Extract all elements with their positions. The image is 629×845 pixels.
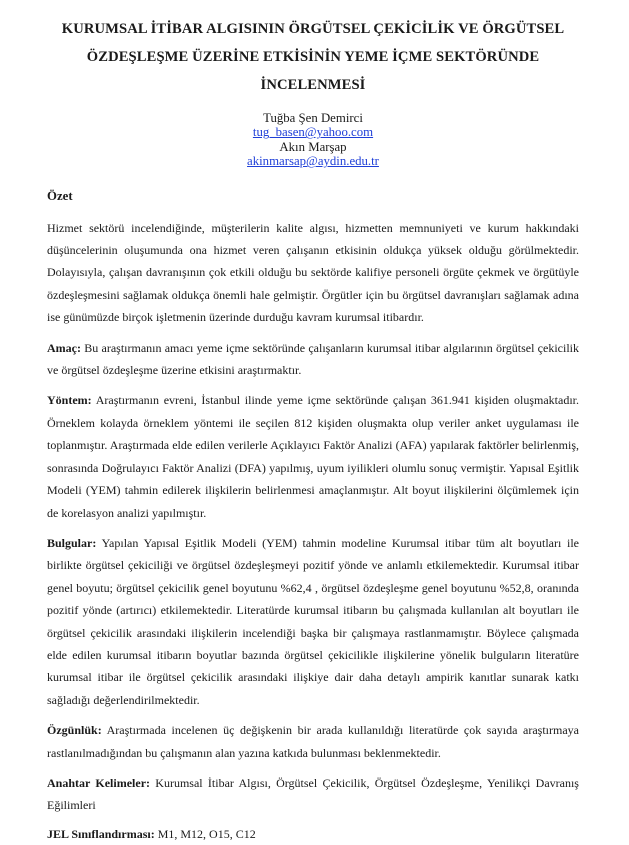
author-email-link[interactable]: akinmarsap@aydin.edu.tr bbox=[247, 154, 379, 169]
findings-text: Yapılan Yapısal Eşitlik Modeli (YEM) tahmin modeline Kurumsal itibar tüm alt boyutları ile birlikte örgütsel çekiciliği ve örgütsel özdeşleşmeyi pozitif yönde ve anlamlı etkilemektedir. Kurumsal itibar genel boyutu; örgütsel çekicilik genel boyutunu %62,4 , örgütsel özdeşleşme genel boyutunu %52,8, oranında pozitif yönde (artırıcı) etkilemektedir. Literatürde kurumsal itibarın bu çalışmada kullanılan alt boyutları ile örgütsel çekicilik arasındaki ilişkilerin incelendiği başka bir çalışmaya rastlanmamıştır. Böylece çalışmada elde edilen kurumsal itibarın boyutlar bazında örgütsel çekicilikle ilişkilerine yönelik bulguların literatüre kurumsal itibar ile örgütsel çekicilik arasındaki ilişkiye dair daha detaylı ampirik kanıtlar sunarak katkı sağladığı değerlendirilmektedir. bbox=[47, 535, 579, 707]
jel-label: JEL Sınıflandırması: bbox=[47, 826, 155, 841]
aim-text: Bu araştırmanın amacı yeme içme sektöründe çalışanların kurumsal itibar algılarının örgütsel çekicilik ve örgütsel özdeşleşme üzerine etkisini araştırmaktır. bbox=[47, 340, 579, 378]
title-line-2: ÖZDEŞLEŞME ÜZERİNE ETKİSİNİN YEME İÇME SEKTÖRÜNDE bbox=[86, 49, 540, 65]
originality-text: Araştırmada incelenen üç değişkenin bir arada kullanıldığı literatürde çok sayıda araştırmaya rastlanılmadığından bu çalışmanın alan yazına katkıda bulunması beklenmektedir. bbox=[47, 723, 579, 760]
findings-label: Bulgular: bbox=[47, 535, 97, 550]
author-block bbox=[47, 111, 579, 169]
author-name: Tuğba Şen Demirci bbox=[263, 111, 363, 125]
method-label: Yöntem: bbox=[47, 393, 92, 408]
aim-label: Amaç: bbox=[47, 340, 81, 355]
originality-paragraph bbox=[47, 719, 579, 764]
author-name: Akın Marşap bbox=[279, 139, 347, 154]
title-line-3: İNCELENMESİ bbox=[260, 77, 366, 93]
paper-title bbox=[47, 15, 579, 99]
paper-page bbox=[47, 0, 579, 845]
method-paragraph bbox=[47, 389, 579, 523]
aim-paragraph bbox=[47, 337, 579, 382]
jel-text: M1, M12, O15, C12 bbox=[154, 826, 256, 841]
originality-label: Özgünlük: bbox=[47, 723, 102, 738]
title-line-1: KURUMSAL İTİBAR ALGISININ ÖRGÜTSEL ÇEKİCİLİK VE ÖRGÜTSEL bbox=[61, 21, 565, 37]
findings-paragraph bbox=[47, 532, 579, 711]
jel-paragraph bbox=[47, 823, 579, 845]
abstract-intro-paragraph: Hizmet sektörü incelendiğinde, müşterilerin kalite algısı, hizmetten memnuniyeti ve kurum hakkındaki düşüncelerinin oluşumunda ona hizmet veren çalışanın etkisinin oldukça yüksek olduğu görülmektedir. Dolayısıyla, çalışan davranışının çok etkili olduğu bu sektörde kalifiye personeli örgüte çekmek ve örgütüyle özdeşleşmesini sağlamak oldukça önemli hale gelmiştir. Örgütler için bu örgütsel davranışları sağlamak adına ise günümüzde birçok işletmenin üzerinde durduğu kavram kurumsal itibardır. bbox=[47, 220, 579, 325]
author-email-link[interactable]: tug_basen@yahoo.com bbox=[252, 125, 374, 140]
abstract-heading: Özet bbox=[47, 188, 73, 203]
method-text: Araştırmanın evreni, İstanbul ilinde yeme içme sektöründe çalışan 361.941 kişiden oluşmaktadır. Örneklem kolayda örneklem yöntemi ile seçilen 812 kişiden oluşmakta olup veriler anket uygulaması ile toplanmıştır. Araştırmada elde edilen verilerle Açıklayıcı Faktör Analizi (AFA) yapılarak faktörler belirlenmiş, sonrasında Doğrulayıcı Faktör Analizi (DFA) yapılmış, uyum iyilikleri olumlu sonuç vermiştir. Yapısal Eşitlik Modeli (YEM) tahmin edilerek ilişkilerin belirlenmesi amaçlanmıştır. Alt boyut ilişkilerini ölçümlemek için de korelasyon analizi yapılmıştır. bbox=[47, 393, 579, 520]
keywords-paragraph bbox=[47, 772, 579, 817]
keywords-text: Kurumsal İtibar Algısı, Örgütsel Çekicilik, Örgütsel Özdeşleşme, Yenilikçi Davranış Eğilimleri bbox=[47, 775, 579, 813]
keywords-label: Anahtar Kelimeler: bbox=[47, 775, 151, 790]
